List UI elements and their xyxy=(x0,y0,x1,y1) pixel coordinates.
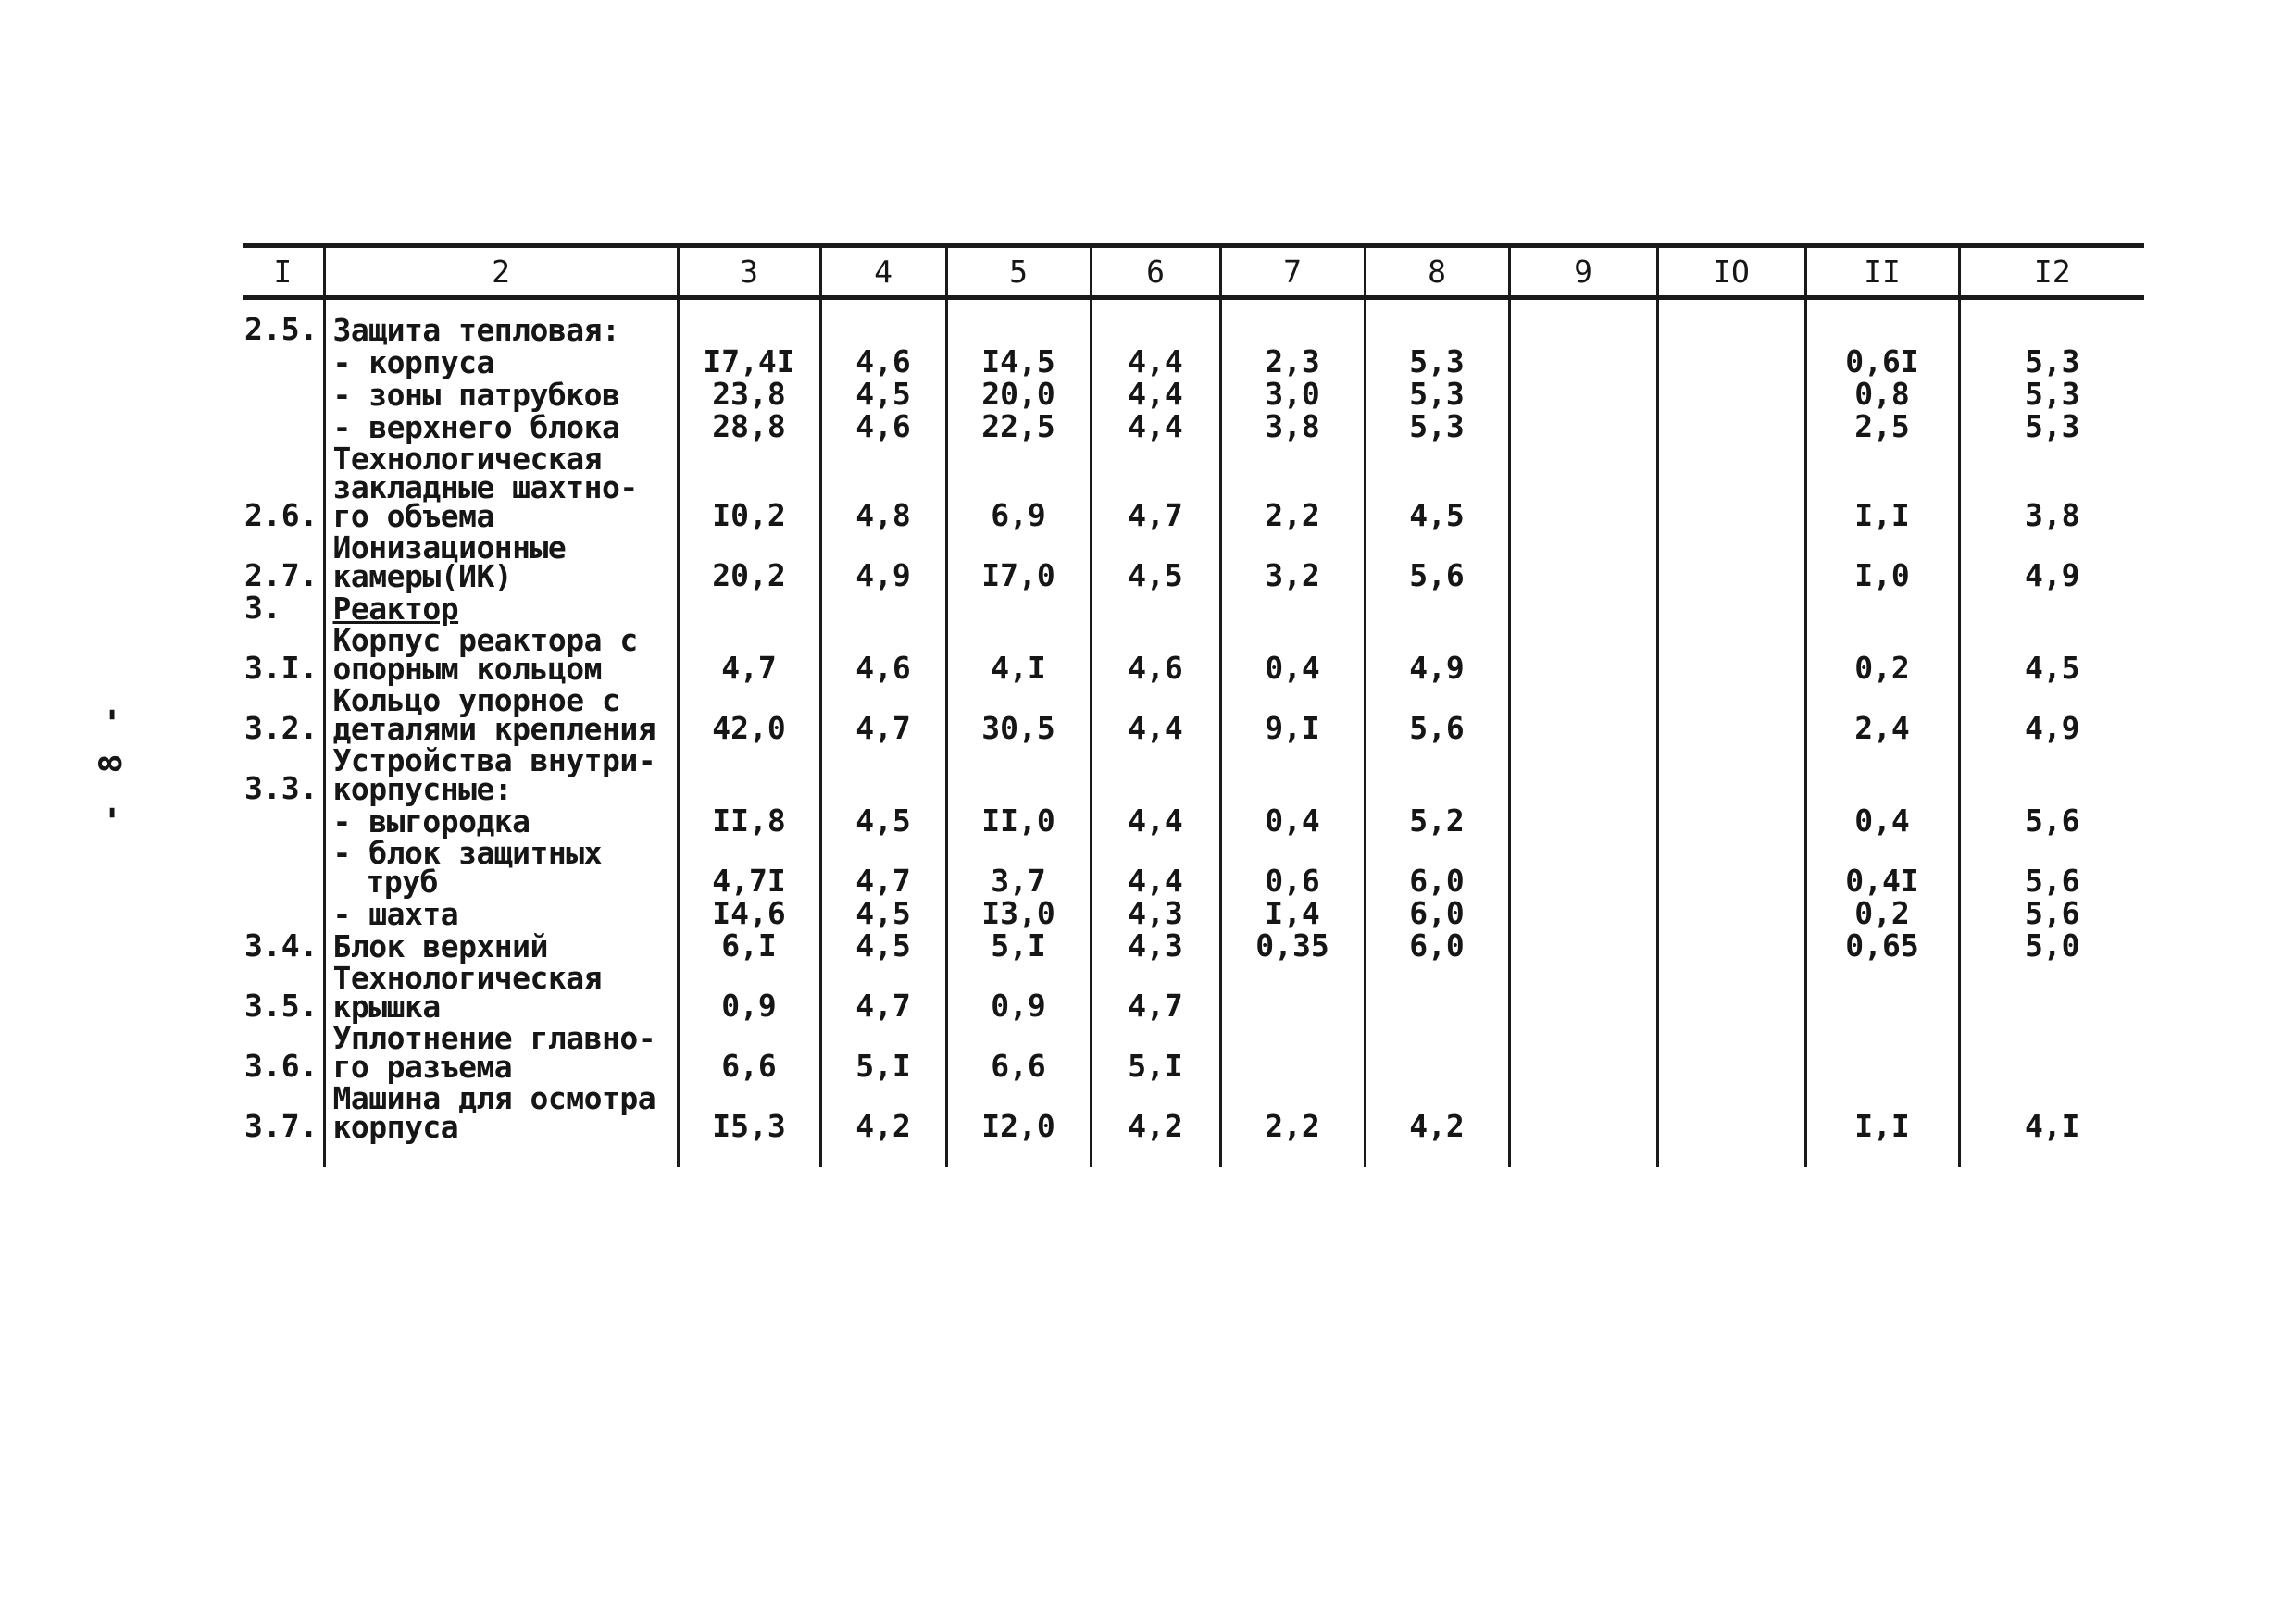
value-cell-col3: 6,6 xyxy=(678,1024,820,1084)
value-cell-col8 xyxy=(1365,964,1509,1024)
table-header xyxy=(243,246,2144,298)
value-cell-col7 xyxy=(1220,1024,1365,1084)
value-cell-col8: 5,3 xyxy=(1365,379,1509,412)
value-cell-col10 xyxy=(1657,444,1805,533)
value-cell-col7: 2,2 xyxy=(1220,444,1365,533)
row-number: 3.7. xyxy=(244,1108,318,1144)
description-line: - корпуса xyxy=(332,344,494,380)
value-cell-col9 xyxy=(1509,931,1657,964)
value-cell-col9 xyxy=(1509,746,1657,806)
value-cell-col11: I,I xyxy=(1805,444,1959,533)
value-cell-col3: 6,I xyxy=(678,931,820,964)
row-description xyxy=(324,622,678,687)
value-cell-col12: 4,9 xyxy=(1959,533,2144,593)
description-line: - шахта xyxy=(332,896,459,932)
value-cell-col5 xyxy=(946,298,1091,348)
value-cell-col5: 22,5 xyxy=(946,412,1091,444)
value-cell-col10 xyxy=(1657,746,1805,806)
value-cell-col9 xyxy=(1509,533,1657,593)
value-cell-col5: 20,0 xyxy=(946,379,1091,412)
row-number: 3.4. xyxy=(244,927,318,964)
value-cell-col6 xyxy=(1091,593,1220,626)
row-description xyxy=(324,960,678,1025)
value-cell-col6: 4,7 xyxy=(1091,444,1220,533)
value-cell-col9 xyxy=(1509,806,1657,839)
value-cell-col5: 5,I xyxy=(946,931,1091,964)
description-line: камеры(ИК) xyxy=(332,558,513,594)
row-description xyxy=(324,742,678,807)
description-line: корпуса xyxy=(332,1109,459,1145)
value-cell-col11: 0,8 xyxy=(1805,379,1959,412)
value-cell-col11: 0,4 xyxy=(1805,806,1959,839)
description-line: - блок защитных xyxy=(332,835,603,871)
value-cell-col8: 5,2 xyxy=(1365,806,1509,839)
table-row xyxy=(243,593,2144,626)
value-cell-col9 xyxy=(1509,593,1657,626)
table-body xyxy=(243,298,2144,1168)
description-line: закладные шахтно- xyxy=(332,469,638,505)
description-line: Реактор xyxy=(332,591,459,627)
value-cell-col6: 4,2 xyxy=(1091,1084,1220,1167)
value-cell-col11: 0,2 xyxy=(1805,899,1959,931)
description-line: го разъема xyxy=(332,1049,513,1085)
table-row xyxy=(243,1024,2144,1084)
value-cell-col12: 5,3 xyxy=(1959,379,2144,412)
value-cell-col4: 4,7 xyxy=(820,686,946,746)
value-cell-col3: II,8 xyxy=(678,806,820,839)
value-cell-col7: 0,6 xyxy=(1220,839,1365,899)
description-line: корпусные: xyxy=(332,771,513,807)
value-cell-col6: 5,I xyxy=(1091,1024,1220,1084)
value-cell-col5: II,0 xyxy=(946,806,1091,839)
value-cell-col10 xyxy=(1657,412,1805,444)
description-line: Машина для осмотра xyxy=(332,1080,656,1116)
row-number: 2.6. xyxy=(244,497,318,533)
value-cell-col7: 0,4 xyxy=(1220,806,1365,839)
table-row xyxy=(243,412,2144,444)
description-line: Кольцо упорное с xyxy=(332,682,620,718)
value-cell-col6: 4,3 xyxy=(1091,899,1220,931)
row-description xyxy=(324,298,678,348)
value-cell-col6: 4,7 xyxy=(1091,964,1220,1024)
value-cell-col4: 4,5 xyxy=(820,379,946,412)
description-line: Блок верхний xyxy=(332,928,548,964)
value-cell-col9 xyxy=(1509,1024,1657,1084)
value-cell-col6: 4,3 xyxy=(1091,931,1220,964)
value-cell-col6 xyxy=(1091,298,1220,348)
row-number: 3.2. xyxy=(244,710,318,746)
value-cell-col6: 4,4 xyxy=(1091,379,1220,412)
value-cell-col3: 20,2 xyxy=(678,533,820,593)
value-cell-col5: I4,5 xyxy=(946,347,1091,379)
description-line: Защита тепловая: xyxy=(332,312,620,348)
data-table xyxy=(243,243,2144,1167)
value-cell-col3: 23,8 xyxy=(678,379,820,412)
description-line: опорным кольцом xyxy=(332,651,603,687)
page-number: - 8 - xyxy=(93,699,130,823)
value-cell-col10 xyxy=(1657,686,1805,746)
value-cell-col5: 3,7 xyxy=(946,839,1091,899)
row-number: 3.6. xyxy=(244,1048,318,1084)
value-cell-col10 xyxy=(1657,298,1805,348)
value-cell-col3: 28,8 xyxy=(678,412,820,444)
value-cell-col8 xyxy=(1365,746,1509,806)
table-row xyxy=(243,686,2144,746)
value-cell-col8 xyxy=(1365,593,1509,626)
value-cell-col5 xyxy=(946,593,1091,626)
value-cell-col10 xyxy=(1657,1024,1805,1084)
value-cell-col12: 5,0 xyxy=(1959,931,2144,964)
value-cell-col7: 0,35 xyxy=(1220,931,1365,964)
column-header-11: II xyxy=(1805,246,1959,298)
value-cell-col4: 4,5 xyxy=(820,931,946,964)
value-cell-col12: 4,I xyxy=(1959,1084,2144,1167)
value-cell-col8: 4,2 xyxy=(1365,1084,1509,1167)
row-description xyxy=(324,1080,678,1167)
row-description xyxy=(324,803,678,840)
table-row xyxy=(243,899,2144,931)
value-cell-col7 xyxy=(1220,298,1365,348)
description-line: Корпус реактора с xyxy=(332,622,638,658)
column-header-7: 7 xyxy=(1220,246,1365,298)
value-cell-col10 xyxy=(1657,839,1805,899)
value-cell-col7: 9,I xyxy=(1220,686,1365,746)
value-cell-col12: 4,5 xyxy=(1959,626,2144,686)
value-cell-col11: 2,5 xyxy=(1805,412,1959,444)
value-cell-col10 xyxy=(1657,1084,1805,1167)
value-cell-col3: 4,7I xyxy=(678,839,820,899)
table-row xyxy=(243,746,2144,806)
table-row xyxy=(243,964,2144,1024)
value-cell-col10 xyxy=(1657,593,1805,626)
value-cell-col11 xyxy=(1805,746,1959,806)
value-cell-col5 xyxy=(946,746,1091,806)
value-cell-col9 xyxy=(1509,626,1657,686)
value-cell-col4: 4,6 xyxy=(820,347,946,379)
value-cell-col12: 5,3 xyxy=(1959,347,2144,379)
row-number: 2.5. xyxy=(244,311,318,347)
table-row xyxy=(243,806,2144,839)
value-cell-col12: 5,3 xyxy=(1959,412,2144,444)
value-cell-col11 xyxy=(1805,1024,1959,1084)
value-cell-col5: I3,0 xyxy=(946,899,1091,931)
table-row xyxy=(243,626,2144,686)
value-cell-col12 xyxy=(1959,746,2144,806)
value-cell-col7: 2,2 xyxy=(1220,1084,1365,1167)
value-cell-col6: 4,4 xyxy=(1091,686,1220,746)
value-cell-col9 xyxy=(1509,839,1657,899)
description-line: Устройства внутри- xyxy=(332,742,656,778)
row-description xyxy=(324,1020,678,1085)
value-cell-col4 xyxy=(820,298,946,348)
value-cell-col6: 4,5 xyxy=(1091,533,1220,593)
value-cell-col3: 42,0 xyxy=(678,686,820,746)
row-number xyxy=(243,899,324,931)
value-cell-col7: 2,3 xyxy=(1220,347,1365,379)
row-number xyxy=(243,806,324,839)
value-cell-col11 xyxy=(1805,298,1959,348)
description-line: труб xyxy=(366,864,438,900)
value-cell-col7 xyxy=(1220,964,1365,1024)
value-cell-col12 xyxy=(1959,298,2144,348)
description-line: - зоны патрубков xyxy=(332,377,620,413)
table-row xyxy=(243,379,2144,412)
table-row xyxy=(243,298,2144,348)
value-cell-col11 xyxy=(1805,964,1959,1024)
value-cell-col5: 4,I xyxy=(946,626,1091,686)
value-cell-col4 xyxy=(820,746,946,806)
table-row xyxy=(243,931,2144,964)
value-cell-col6: 4,4 xyxy=(1091,412,1220,444)
value-cell-col11: 0,4I xyxy=(1805,839,1959,899)
value-cell-col9 xyxy=(1509,1084,1657,1167)
column-header-6: 6 xyxy=(1091,246,1220,298)
value-cell-col9 xyxy=(1509,379,1657,412)
value-cell-col8: 6,0 xyxy=(1365,839,1509,899)
value-cell-col3: I7,4I xyxy=(678,347,820,379)
value-cell-col11: 2,4 xyxy=(1805,686,1959,746)
value-cell-col12: 4,9 xyxy=(1959,686,2144,746)
value-cell-col12 xyxy=(1959,964,2144,1024)
value-cell-col10 xyxy=(1657,379,1805,412)
column-header-2: 2 xyxy=(324,246,678,298)
value-cell-col9 xyxy=(1509,347,1657,379)
column-header-8: 8 xyxy=(1365,246,1509,298)
value-cell-col9 xyxy=(1509,686,1657,746)
value-cell-col8: 6,0 xyxy=(1365,899,1509,931)
value-cell-col4: 4,9 xyxy=(820,533,946,593)
header-row xyxy=(243,246,2144,298)
table-row xyxy=(243,444,2144,533)
value-cell-col10 xyxy=(1657,806,1805,839)
value-cell-col9 xyxy=(1509,444,1657,533)
value-cell-col7: 3,2 xyxy=(1220,533,1365,593)
value-cell-col4: 4,8 xyxy=(820,444,946,533)
value-cell-col10 xyxy=(1657,899,1805,931)
value-cell-col12: 5,6 xyxy=(1959,839,2144,899)
value-cell-col6: 4,4 xyxy=(1091,347,1220,379)
value-cell-col8 xyxy=(1365,1024,1509,1084)
row-description xyxy=(324,441,678,534)
row-number: 3.5. xyxy=(244,988,318,1024)
value-cell-col3: I0,2 xyxy=(678,444,820,533)
value-cell-col12: 5,6 xyxy=(1959,806,2144,839)
value-cell-col8 xyxy=(1365,298,1509,348)
value-cell-col4: 4,5 xyxy=(820,899,946,931)
value-cell-col3: 0,9 xyxy=(678,964,820,1024)
value-cell-col4: 4,7 xyxy=(820,964,946,1024)
value-cell-col12 xyxy=(1959,1024,2144,1084)
row-number xyxy=(243,379,324,412)
value-cell-col4: 4,6 xyxy=(820,626,946,686)
row-number xyxy=(243,839,324,899)
value-cell-col10 xyxy=(1657,626,1805,686)
description-line: Технологическая xyxy=(332,441,603,477)
value-cell-col10 xyxy=(1657,533,1805,593)
description-line: Уплотнение главно- xyxy=(332,1020,656,1056)
value-cell-col8: 5,3 xyxy=(1365,347,1509,379)
description-line: - выгородка xyxy=(332,803,530,840)
value-cell-col6: 4,6 xyxy=(1091,626,1220,686)
description-line: - верхнего блока xyxy=(332,409,620,445)
row-description xyxy=(324,682,678,747)
column-header-9: 9 xyxy=(1509,246,1657,298)
value-cell-col9 xyxy=(1509,412,1657,444)
row-description xyxy=(324,379,678,412)
description-line: го объема xyxy=(332,498,494,534)
value-cell-col3: 4,7 xyxy=(678,626,820,686)
value-cell-col3 xyxy=(678,746,820,806)
value-cell-col12: 5,6 xyxy=(1959,899,2144,931)
value-cell-col11: I,0 xyxy=(1805,533,1959,593)
row-number: 3.I. xyxy=(244,650,318,686)
row-description xyxy=(324,896,678,932)
description-line: Технологическая xyxy=(332,960,603,996)
value-cell-col3: I4,6 xyxy=(678,899,820,931)
column-header-3: 3 xyxy=(678,246,820,298)
value-cell-col5: 6,6 xyxy=(946,1024,1091,1084)
table-row xyxy=(243,347,2144,379)
value-cell-col6 xyxy=(1091,746,1220,806)
column-header-5: 5 xyxy=(946,246,1091,298)
value-cell-col8: 4,5 xyxy=(1365,444,1509,533)
description-line: крышка xyxy=(332,989,441,1025)
value-cell-col9 xyxy=(1509,964,1657,1024)
value-cell-col7 xyxy=(1220,593,1365,626)
table-row xyxy=(243,839,2144,899)
row-number: 2.7. xyxy=(244,557,318,593)
row-description xyxy=(324,344,678,380)
value-cell-col7: I,4 xyxy=(1220,899,1365,931)
row-description xyxy=(324,529,678,594)
column-header-12: I2 xyxy=(1959,246,2144,298)
value-cell-col5: I2,0 xyxy=(946,1084,1091,1167)
value-cell-col5: 6,9 xyxy=(946,444,1091,533)
row-number xyxy=(243,347,324,379)
value-cell-col6: 4,4 xyxy=(1091,839,1220,899)
value-cell-col10 xyxy=(1657,347,1805,379)
value-cell-col10 xyxy=(1657,964,1805,1024)
value-cell-col7: 0,4 xyxy=(1220,626,1365,686)
row-number xyxy=(243,412,324,444)
value-cell-col12 xyxy=(1959,593,2144,626)
value-cell-col4: 4,5 xyxy=(820,806,946,839)
table-row xyxy=(243,533,2144,593)
value-cell-col11: 0,2 xyxy=(1805,626,1959,686)
value-cell-col5: 30,5 xyxy=(946,686,1091,746)
column-header-4: 4 xyxy=(820,246,946,298)
value-cell-col8: 4,9 xyxy=(1365,626,1509,686)
value-cell-col11: I,I xyxy=(1805,1084,1959,1167)
value-cell-col9 xyxy=(1509,899,1657,931)
value-cell-col10 xyxy=(1657,931,1805,964)
table-row xyxy=(243,1084,2144,1167)
row-number: 3.3. xyxy=(244,770,318,806)
row-description xyxy=(324,409,678,445)
row-description xyxy=(324,593,678,626)
value-cell-col8: 5,6 xyxy=(1365,533,1509,593)
value-cell-col4: 4,7 xyxy=(820,839,946,899)
description-line: деталями крепления xyxy=(332,711,656,747)
value-cell-col11: 0,6I xyxy=(1805,347,1959,379)
value-cell-col7: 3,8 xyxy=(1220,412,1365,444)
value-cell-col4: 5,I xyxy=(820,1024,946,1084)
value-cell-col11: 0,65 xyxy=(1805,931,1959,964)
column-header-10: IO xyxy=(1657,246,1805,298)
value-cell-col7: 3,0 xyxy=(1220,379,1365,412)
value-cell-col4: 4,6 xyxy=(820,412,946,444)
value-cell-col6: 4,4 xyxy=(1091,806,1220,839)
value-cell-col4 xyxy=(820,593,946,626)
value-cell-col7 xyxy=(1220,746,1365,806)
row-description xyxy=(324,835,678,900)
value-cell-col5: I7,0 xyxy=(946,533,1091,593)
value-cell-col9 xyxy=(1509,298,1657,348)
value-cell-col3 xyxy=(678,593,820,626)
value-cell-col4: 4,2 xyxy=(820,1084,946,1167)
value-cell-col8: 5,3 xyxy=(1365,412,1509,444)
value-cell-col11 xyxy=(1805,593,1959,626)
value-cell-col8: 5,6 xyxy=(1365,686,1509,746)
column-header-1: I xyxy=(243,246,324,298)
value-cell-col3 xyxy=(678,298,820,348)
value-cell-col12: 3,8 xyxy=(1959,444,2144,533)
description-line: Ионизационные xyxy=(332,529,567,566)
row-number: 3. xyxy=(244,590,281,626)
value-cell-col8: 6,0 xyxy=(1365,931,1509,964)
value-cell-col3: I5,3 xyxy=(678,1084,820,1167)
value-cell-col5: 0,9 xyxy=(946,964,1091,1024)
row-description xyxy=(324,928,678,964)
